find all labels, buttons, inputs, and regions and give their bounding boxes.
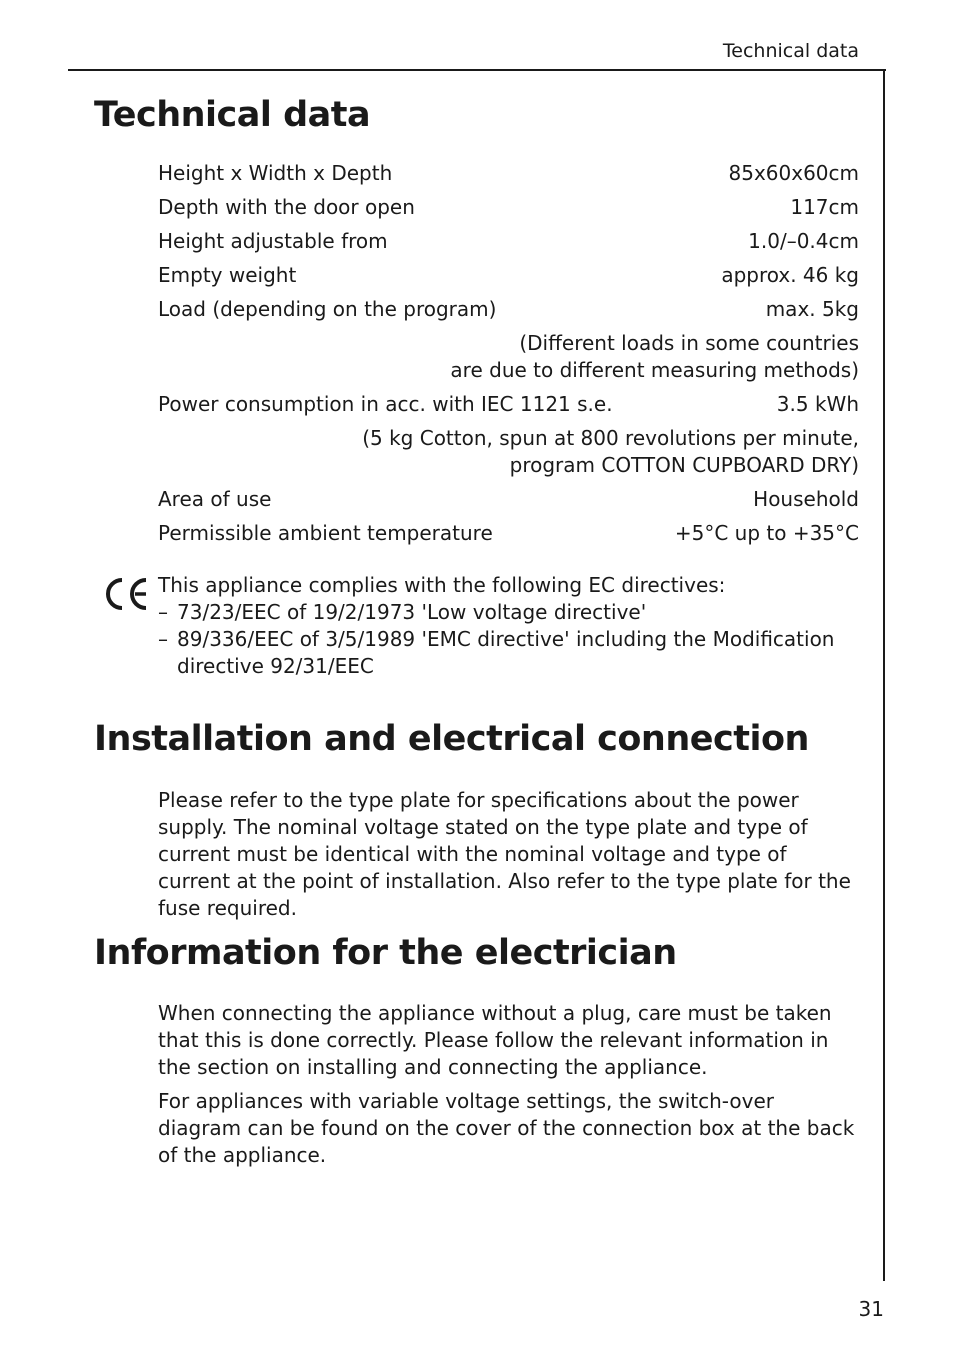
spec-label: Height x Width x Depth	[158, 161, 393, 185]
side-rule	[883, 69, 885, 1281]
spec-label: Permissible ambient temperature	[158, 521, 493, 545]
page-number: 31	[858, 1297, 884, 1321]
directive-item: – 73/23/EEC of 19/2/1973 'Low voltage directive'	[158, 599, 858, 626]
spec-value: 85x60x60cm	[728, 161, 859, 185]
load-note-line: (Different loads in some countries	[519, 331, 859, 355]
paragraph: When connecting the appliance without a plug, care must be taken that this is done correctly. Please follow the relevant information in the section on installing and connecting the appliance.	[158, 1001, 832, 1079]
spec-row	[158, 391, 859, 418]
spec-label: Height adjustable from	[158, 229, 388, 253]
header-rule	[68, 69, 886, 71]
section-title-installation: Installation and electrical connection	[94, 719, 809, 759]
ce-mark-icon	[102, 576, 152, 612]
spec-value: max. 5kg	[765, 297, 859, 321]
spec-value: 3.5 kWh	[776, 392, 859, 416]
spec-value: +5°C up to +35°C	[674, 521, 859, 545]
spec-value: approx. 46 kg	[721, 263, 859, 287]
spec-table	[158, 160, 859, 554]
paragraph: Please refer to the type plate for specifications about the power supply. The nominal voltage stated on the type plate and type of current must be identical with the nominal voltage and type of current at the point of installation. Also refer to the type plate for the fuse required.	[158, 788, 851, 920]
spec-row	[158, 296, 859, 323]
power-note-line: program COTTON CUPBOARD DRY)	[509, 453, 859, 477]
spec-label: Depth with the door open	[158, 195, 415, 219]
installation-text	[158, 787, 863, 929]
electrician-text	[158, 1000, 863, 1176]
spec-value: 117cm	[790, 195, 859, 219]
ce-text	[158, 572, 858, 680]
spec-row	[158, 486, 859, 513]
section-title-electrician: Information for the electrician	[94, 933, 677, 973]
spec-row	[158, 262, 859, 289]
section-title-technical-data: Technical data	[94, 95, 371, 135]
spec-label: Area of use	[158, 487, 272, 511]
directive-item: – 89/336/EEC of 3/5/1989 'EMC directive' including the Modification directive 92/31/EEC	[158, 626, 858, 680]
spec-value: 1.0/–0.4cm	[748, 229, 859, 253]
spec-row	[158, 194, 859, 221]
load-note	[158, 330, 859, 384]
directive-list	[158, 599, 858, 680]
spec-label: Load (depending on the program)	[158, 297, 497, 321]
spec-label: Empty weight	[158, 263, 297, 287]
paragraph: For appliances with variable voltage settings, the switch-over diagram can be found on the cover of the connection box at the back of the appliance.	[158, 1089, 855, 1167]
running-header: Technical data	[722, 40, 859, 62]
spec-row	[158, 520, 859, 547]
spec-row	[158, 228, 859, 255]
spec-row	[158, 160, 859, 187]
load-note-line: are due to different measuring methods)	[450, 358, 859, 382]
spec-value: Household	[753, 487, 859, 511]
power-note	[158, 425, 859, 479]
ce-intro: This appliance complies with the following EC directives:	[158, 573, 726, 597]
spec-label: Power consumption in acc. with IEC 1121 s.e.	[158, 392, 613, 416]
power-note-line: (5 kg Cotton, spun at 800 revolutions per minute,	[362, 426, 859, 450]
